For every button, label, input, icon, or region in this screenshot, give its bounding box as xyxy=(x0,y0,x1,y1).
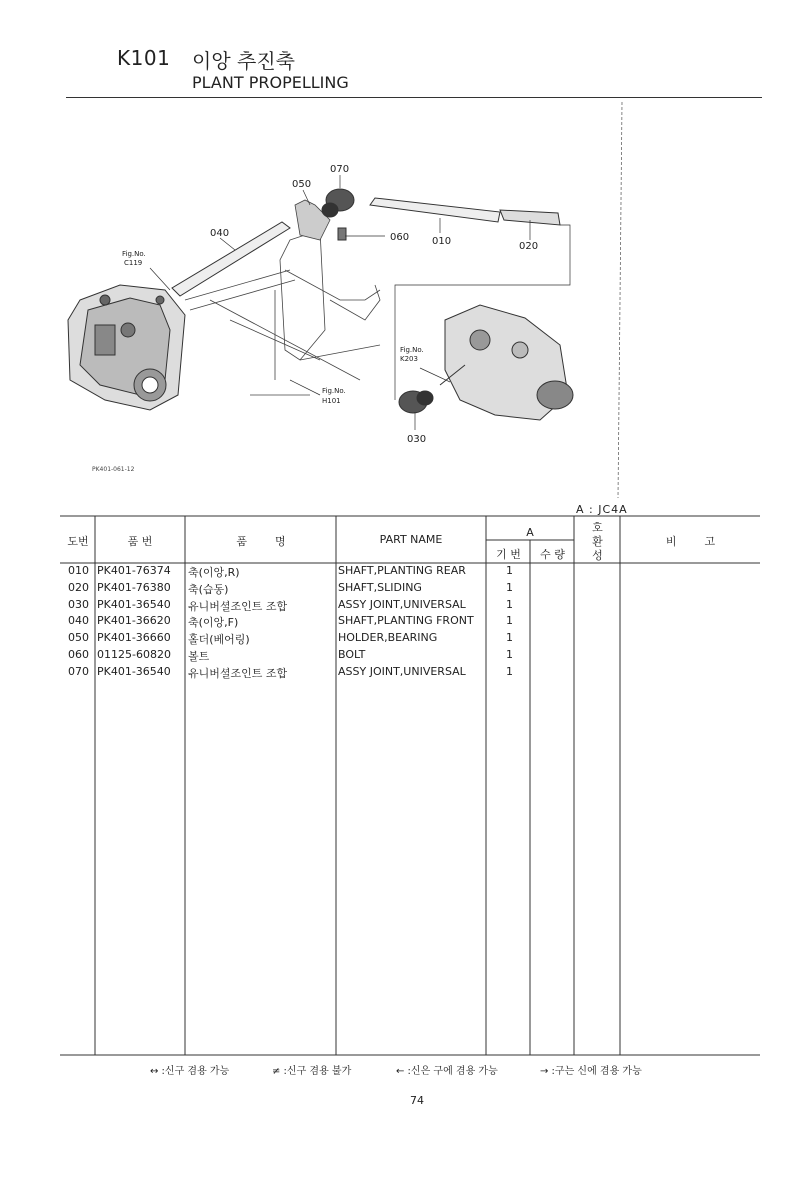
row-item-no: 050 xyxy=(68,631,89,645)
row-quantity: 1 xyxy=(506,614,513,628)
callout-020: 020 xyxy=(519,241,539,252)
row-part-number: 01125-60820 xyxy=(97,648,171,661)
fig-ref-k203-label: Fig.No. xyxy=(400,346,424,354)
row-part-name: HOLDER,BEARING xyxy=(338,631,438,645)
legend-item-incompatible: ≠ :신구 겸용 불가 xyxy=(272,1066,352,1077)
row-part-name: BOLT xyxy=(338,648,366,661)
col-header-name-ko: 품 명 xyxy=(236,535,286,548)
row-item-no: 020 xyxy=(68,580,89,594)
row-item-no: 060 xyxy=(68,648,89,661)
col-header-interchange-1: 호 xyxy=(592,521,603,534)
row-part-number: PK401-76374 xyxy=(97,564,171,577)
row-quantity: 1 xyxy=(506,580,513,594)
row-part-name: SHAFT,PLANTING REAR xyxy=(338,564,466,577)
legend-item-new-to-old: ← :신은 구에 겸용 가능 xyxy=(396,1066,498,1077)
row-part-number: PK401-76380 xyxy=(97,580,171,594)
row-part-name-korean: 축(이앙,R) xyxy=(188,566,240,579)
fig-ref-h101-label: Fig.No. xyxy=(322,387,346,395)
fig-ref-k203-code: K203 xyxy=(400,355,418,363)
section-title-korean: 이앙 추진축 xyxy=(192,49,295,73)
row-part-name-korean: 유니버셜조인트 조합 xyxy=(188,599,288,613)
col-header-interchange-2: 환 xyxy=(592,535,603,548)
row-part-name-korean: 홀더(베어링) xyxy=(188,633,250,647)
row-item-no: 040 xyxy=(68,614,89,628)
row-part-name: SHAFT,PLANTING FRONT xyxy=(338,614,474,628)
callout-040: 040 xyxy=(210,228,230,239)
row-part-name-korean: 유니버셜조인트 조합 xyxy=(188,666,288,680)
col-header-interchange-3: 성 xyxy=(592,549,603,562)
row-quantity: 1 xyxy=(506,564,513,577)
callout-030: 030 xyxy=(407,434,427,445)
callout-010: 010 xyxy=(432,236,452,247)
section-code: K101 xyxy=(117,46,171,70)
col-header-no: 도번 xyxy=(67,535,89,548)
fig-ref-h101-code: H101 xyxy=(322,397,341,405)
callout-070: 070 xyxy=(330,164,350,175)
row-part-name: ASSY JOINT,UNIVERSAL xyxy=(338,664,466,678)
row-part-number: PK401-36540 xyxy=(97,664,171,678)
row-part-number: PK401-36620 xyxy=(97,614,171,628)
row-quantity: 1 xyxy=(506,597,513,611)
row-item-no: 030 xyxy=(68,597,89,611)
row-item-no: 010 xyxy=(68,564,89,577)
figure-code: PK401-061-12 xyxy=(92,466,135,473)
page-number: 74 xyxy=(410,1094,424,1107)
row-item-no: 070 xyxy=(68,664,89,678)
col-header-remarks: 비 고 xyxy=(665,535,716,548)
row-part-name-korean: 축(습동) xyxy=(188,582,229,596)
col-header-part-no: 품 번 xyxy=(127,535,153,548)
section-title-english: PLANT PROPELLING xyxy=(192,73,349,92)
row-quantity: 1 xyxy=(506,648,513,661)
row-quantity: 1 xyxy=(506,664,513,678)
col-header-group-a: A xyxy=(526,526,534,539)
row-part-name: ASSY JOINT,UNIVERSAL xyxy=(338,597,466,611)
legend-item-compatible: ↔ :신구 겸용 가능 xyxy=(150,1066,230,1077)
row-part-name-korean: 축(이앙,F) xyxy=(188,616,239,630)
col-header-qty-count: 수 량 xyxy=(540,548,565,561)
col-header-part-name: PART NAME xyxy=(379,533,443,546)
row-part-name: SHAFT,SLIDING xyxy=(338,580,422,594)
row-part-number: PK401-36540 xyxy=(97,597,171,611)
callout-060: 060 xyxy=(390,232,410,243)
row-quantity: 1 xyxy=(506,631,513,645)
fig-ref-c119-code: C119 xyxy=(124,259,143,267)
row-part-number: PK401-36660 xyxy=(97,631,171,645)
model-label: A : JC4A xyxy=(576,503,628,516)
legend-item-old-to-new: → :구는 신에 겸용 가능 xyxy=(540,1066,642,1077)
callout-050: 050 xyxy=(292,179,312,190)
fig-ref-c119-label: Fig.No. xyxy=(122,250,146,258)
col-header-qty-base: 기 번 xyxy=(496,548,521,561)
row-part-name-korean: 볼트 xyxy=(188,650,210,663)
